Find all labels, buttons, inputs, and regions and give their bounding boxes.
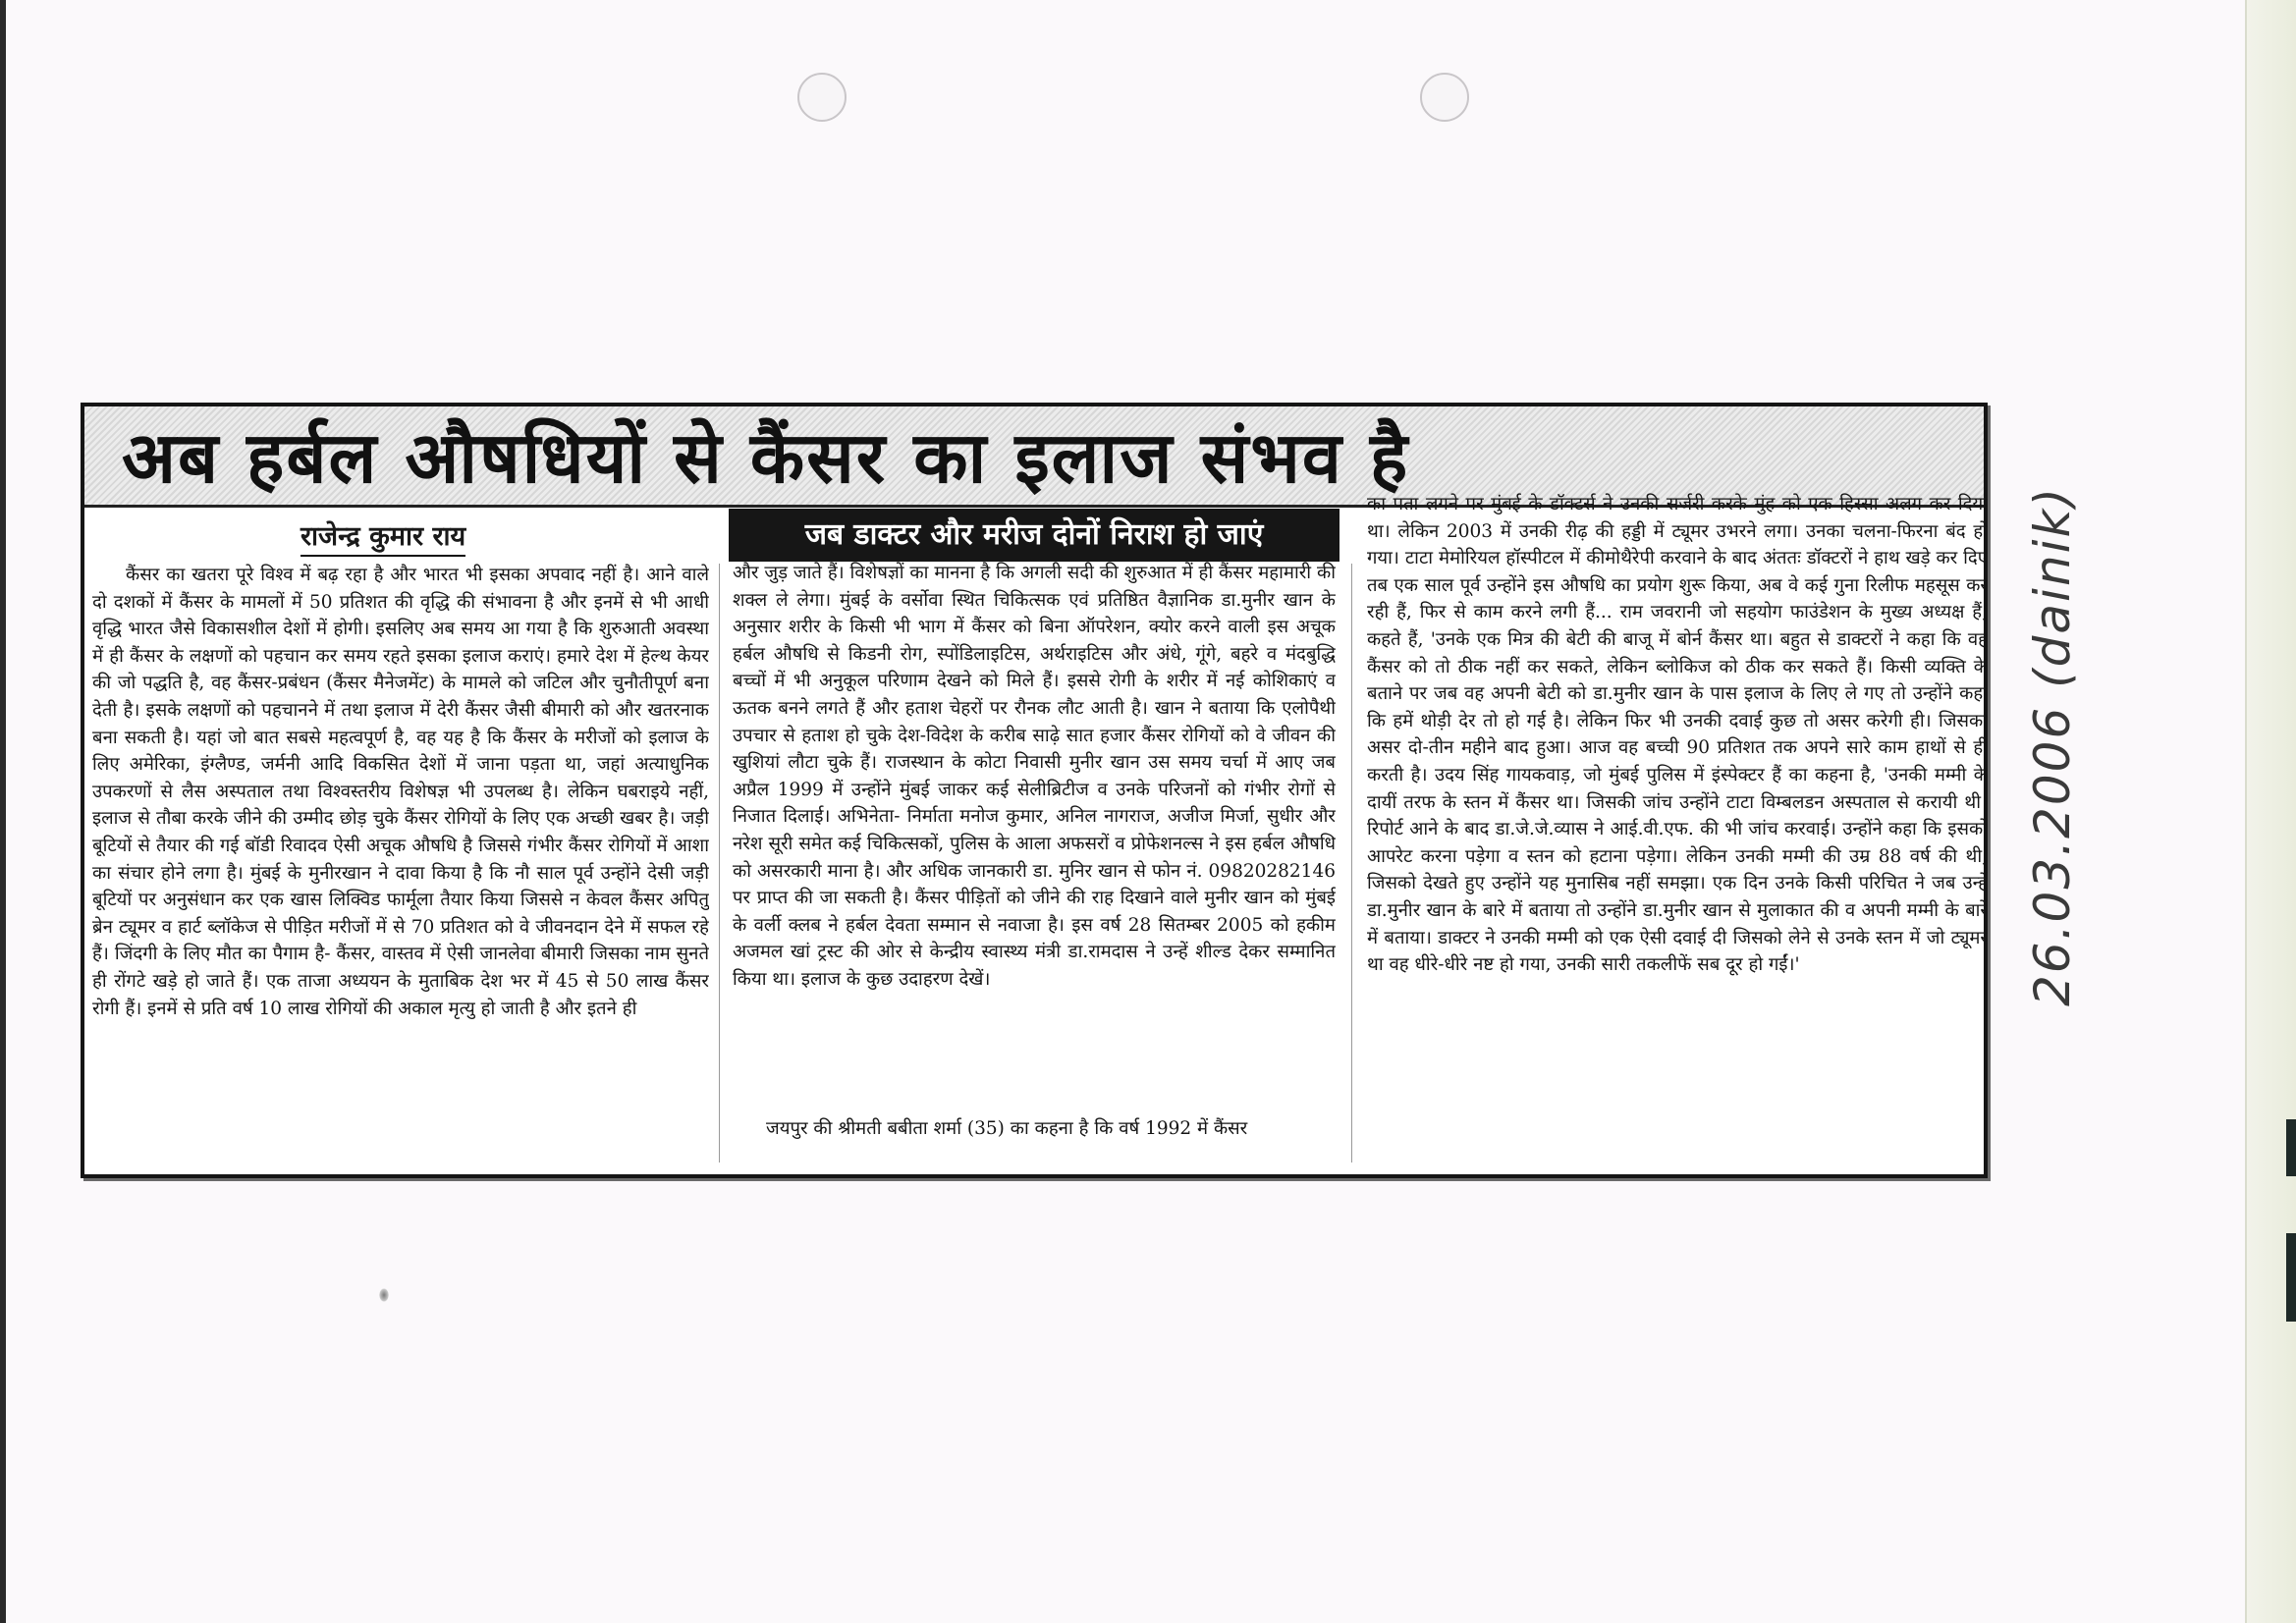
article-column-2-continuation <box>733 1115 1336 1155</box>
edge-mark <box>2286 1119 2296 1176</box>
article-subheading: जब डाक्टर और मरीज दोनों निराश हो जाएं <box>729 509 1339 562</box>
column-3-text: का पता लगने पर मुंबई के डॉक्टर्स ने उनकी सर्जरी करके मुंह को एक हिस्सा अलग कर दिया था। लेकिन 2003 में उनकी रीढ़ की हड्डी में ट्यूमर उभरने लगा। उनका चलना-फिरना बंद हो गया। टाटा मेमोरियल हॉस्पीटल में कीमोथैरेपी करवाने के बाद अंततः डॉक्टरों ने हाथ खड़े कर दिए तब एक साल पूर्व उन्होंने इस औषधि का प्रयोग शुरू किया, अब वे कई गुना रिलीफ महसूस कर रही हैं, फिर से काम करने लगी हैं... राम जवरानी जो सहयोग फाउंडेशन के मुख्य अध्यक्ष हैं, कहते हैं, 'उनके एक मित्र की बेटी की बाजू में बोर्न कैंसर था। बहुत से डाक्टरों ने कहा कि वह कैंसर को तो ठीक नहीं कर सकते, लेकिन ब्लोकिज को ठीक कर सकते हैं। किसी व्यक्ति के बताने पर जब वह अपनी बेटी को डा.मुनीर खान के पास इलाज के लिए ले गए तो उन्होंने कहा कि हमें थोड़ी देर तो हो गई है। लेकिन फिर भी उनकी दवाई कुछ तो असर करेगी ही। जिसका असर दो-तीन महीने बाद हुआ। आज वह बच्ची 90 प्रतिशत तक अपने सारे काम हाथों से ही करती है। उदय सिंह गायकवाड़, जो मुंबई पुलिस में इंस्पेक्टर हैं का कहना है, 'उनकी मम्मी के दायीं तरफ के स्तन में कैंसर था। जिसकी जांच उन्होंने टाटा विम्बलडन अस्पताल से करायी थी। रिपोर्ट आने के बाद डा.जे.जे.व्यास ने आई.वी.एफ. की भी जांच करवाई। उन्होंने कहा कि इसको आपरेट करना पड़ेगा व स्तन को हटाना पड़ेगा। लेकिन उनकी मम्मी की उम्र 88 वर्ष की थी, जिसको देखते हुए उन्होंने यह मुनासिब नहीं समझा। एक दिन उनके किसी परिचित ने जब उन्हें डा.मुनीर खान के बारे में बताया तो उन्होंने डा.मुनीर खान से मुलाकात की व अपनी मम्मी के बारे में बताया। डाक्टर ने उनकी मम्मी को एक ऐसी दवाई दी जिसको लेने से उनके स्तन में जो ट्यूमर था वह धीरे-धीरे नष्ट हो गया, उनकी सारी तकलीफें सब दूर हो गईं।' <box>1367 494 1988 976</box>
article-column-2 <box>733 560 1336 1051</box>
article-headline: अब हर्बल औषधियों से कैंसर का इलाज संभव है <box>122 416 1410 499</box>
column-2-text: और जुड़ जाते हैं। विशेषज्ञों का मानना है कि अगली सदी की शुरुआत में ही कैंसर महामारी की शक्ल ले लेगा। मुंबई के वर्सोवा स्थित चिकित्सक एवं प्रतिष्ठित वैज्ञानिक डा.मुनीर खान के अनुसार शरीर के किसी भी भाग में कैंसर को बिना ऑपरेशन, क्योर करने वाली इस अचूक हर्बल औषधि से किडनी रोग, स्पोंडिलाइटिस, अर्थराइटिस और अंधे, गूंगे, बहरे व मंदबुद्धि बच्चों में भी अनुकूल परिणाम देखने को मिले हैं। इससे रोगी के शरीर में नई कोशिकाएं व ऊतक बनने लगते हैं और हताश चेहरों पर रौनक लौट आती है। खान ने बताया कि एलोपैथी उपचार से हताश हो चुके देश-विदेश के करीब साढ़े सात हजार कैंसर रोगियों को वे जीवन की खुशियां लौटा चुके हैं। राजस्थान के कोटा निवासी मुनीर खान उस समय चर्चा में आए जब अप्रैल 1999 में उन्होंने मुंबई जाकर कई सेलीब्रिटीज व उनके परिजनों को गंभीर रोगों से निजात दिलाई। अभिनेता- निर्माता मनोज कुमार, अनिल नागराज, अजीज मिर्जा, सुधीर और नरेश सूरी समेत कई चिकित्सकों, पुलिस के आला अफसरों व प्रोफेशनल्स ने इस हर्बल औषधि को असरकारी माना है। और अधिक जानकारी डा. मुनिर खान से फोन नं. 09820282146 पर प्राप्त की जा सकती है। कैंसर पीड़ितों को जीने की राह दिखाने वाले मुनीर खान को मुंबई के वर्ली क्लब ने हर्बल देवता सम्मान से नवाजा है। इस वर्ष 28 सितम्बर 2005 को हकीम अजमल खां ट्रस्ट की ओर से केन्द्रीय स्वास्थ्य मंत्री डा.रामदास ने उन्हें शील्ड देकर सम्मानित किया था। इलाज के कुछ उदाहरण देखें। <box>733 563 1336 990</box>
punch-hole <box>1420 73 1469 122</box>
column-2-closing-text: जयपुर की श्रीमती बबीता शर्मा (35) का कहना है कि वर्ष 1992 में कैंसर <box>766 1118 1248 1139</box>
scan-edge <box>0 0 6 1623</box>
handwritten-date-note <box>2003 403 2111 1090</box>
article-column-1 <box>92 562 709 1163</box>
newspaper-clipping <box>81 403 1988 1178</box>
column-divider <box>1351 564 1352 1163</box>
page-edge-strip <box>2245 0 2296 1623</box>
article-byline: राजेन्द्र कुमार राय <box>301 516 465 557</box>
scan-speck <box>379 1288 389 1302</box>
handwritten-note-text: 26.03.2006 (dainik) <box>2024 486 2081 1006</box>
edge-mark <box>2286 1233 2296 1322</box>
punch-hole <box>797 73 847 122</box>
column-divider <box>719 564 720 1163</box>
column-1-text: कैंसर का खतरा पूरे विश्व में बढ़ रहा है और भारत भी इसका अपवाद नहीं है। आने वाले दो दशकों में कैंसर के मामलों में 50 प्रतिशत की वृद्धि की संभावना है और इनमें से भी आधी वृद्धि भारत जैसे विकासशील देशों में होगी। इसलिए अब समय आ गया है कि शुरुआती अवस्था में ही कैंसर के लक्षणों को पहचान कर समय रहते इसका इलाज कराएं। हमारे देश में हेल्थ केयर की जो पद्धति है, वह कैंसर-प्रबंधन (कैंसर मैनेजमेंट) के मामले को जटिल और चुनौतीपूर्ण बना देती है। इसके लक्षणों को पहचानने में तथा इलाज में देरी कैंसर जैसी बीमारी को और खतरनाक बना सकती है। यहां जो बात सबसे महत्वपूर्ण है, वह यह है कि कैंसर के मरीजों को इलाज के लिए अमेरिका, इंग्लैण्ड, जर्मनी आदि विकसित देशों में जाना पड़ता था, जहां अत्याधुनिक उपकरणों से लैस अस्पताल तथा विश्वस्तरीय विशेषज्ञ भी उपलब्ध है। लेकिन घबराइये नहीं, इलाज से तौबा करके जीने की उम्मीद छोड़ चुके कैंसर रोगियों के लिए एक अच्छी खबर है। जड़ी बूटियों से तैयार की गई बॉडी रिवादव ऐसी अचूक औषधि है जिससे गंभीर कैंसर रोगियों में आशा का संचार होने लगा है। मुंबई के मुनीरखान ने दावा किया है कि नौ साल पूर्व उन्होंने देसी जड़ी बूटियों पर अनुसंधान कर एक खास लिक्विड फार्मूला तैयार किया जिससे न केवल कैंसर अपितु ब्रेन ट्यूमर व हार्ट ब्लॉकेज से पीड़ित मरीजों में से 70 प्रतिशत को वे जीवनदान देने में सफल रहे हैं। जिंदगी के लिए मौत का पैगाम है- कैंसर, वास्तव में ऐसी जानलेवा बीमारी जिसका नाम सुनते ही रोंगटे खड़े हो जाते हैं। एक ताजा अध्ययन के मुताबिक देश भर में 45 से 50 लाख कैंसर रोगी हैं। इनमें से प्रति वर्ष 10 लाख रोगियों की अकाल मृत्यु हो जाती है और इतने ही <box>92 565 709 1019</box>
article-column-3 <box>1367 491 1988 1168</box>
